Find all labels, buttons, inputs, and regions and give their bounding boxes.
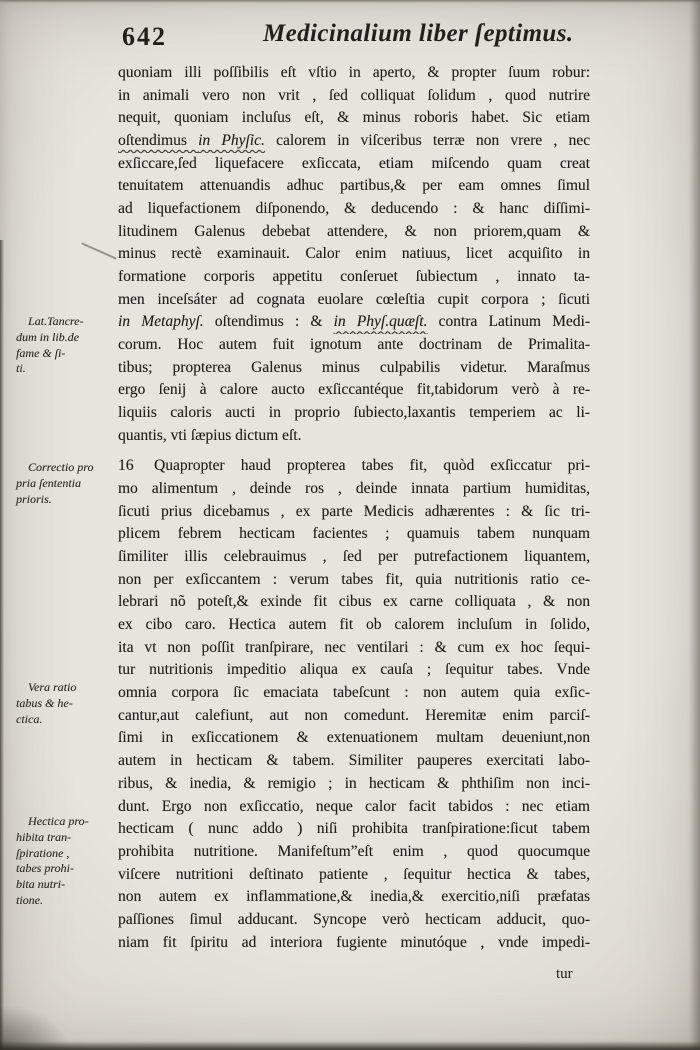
text-segment: corum. Hoc autem fuit ignotum ante doctrinam de Primalita- (118, 336, 590, 354)
text-line (118, 523, 590, 546)
text-segment: mo alimentum , deinde ros , deinde innata partium humiditas, (118, 480, 590, 498)
margin-note (16, 314, 116, 377)
text-line (118, 773, 590, 796)
margin-note-line: bita nutri- (16, 877, 66, 892)
margin-note-line: hibita tran- (16, 829, 72, 844)
text-segment: omnia corpora ſic emaciata tabeſcunt : non autem quia exſic- (118, 684, 590, 702)
text-line (118, 85, 590, 108)
text-line (118, 841, 590, 864)
margin-note-line: Correctio pro (28, 460, 94, 474)
text-line (118, 796, 590, 819)
text-line (118, 909, 590, 932)
margin-note-line: prioris. (16, 491, 52, 506)
text-segment: cantur,aut calefiunt, aut non comedunt. Heremitæ enim parciſ- (118, 706, 590, 724)
text-line (118, 334, 590, 357)
text-segment: plicem febrem hecticam facientes ; quamuis tabem nunquam (118, 525, 590, 543)
text-segment: ribus, & inedia, & remigio ; in hecticam & phthiſim non inci- (118, 774, 590, 792)
text-segment: ſimiliter illis celebrauimus , ſed per putrefactionem liquantem, (118, 548, 590, 566)
text-line (118, 501, 590, 524)
margin-note-line: tione. (16, 892, 43, 907)
text-segment: viſcere nutritioni deſtinato patiente , ſequitur hectica & tabes, (118, 865, 590, 883)
margin-note (16, 814, 116, 909)
text-segment: ex cibo caro. Hectica autem fit ob calorem incluſum in ſolido, (118, 616, 590, 634)
margin-note-line: ſpiratione , (16, 845, 70, 860)
text-segment: tibus; propterea Galenus minus culpabilis videtur. Maraſmus (118, 358, 590, 376)
margin-note-line: pria ſententia (16, 475, 81, 490)
text-line (118, 357, 590, 380)
text-segment: in Phyſ.quæſt. (333, 313, 428, 331)
text-line (118, 637, 590, 660)
text-segment: in Metaphyſ. (118, 313, 204, 331)
text-segment: niam fit ſpiritu ad interiora fugiente minutóque , vnde impedi- (118, 933, 590, 951)
margin-note-line: tabes prohi- (16, 861, 74, 876)
text-line (118, 455, 590, 478)
text-line (118, 198, 590, 221)
text-line (118, 591, 590, 614)
text-line (118, 659, 590, 682)
paragraph (118, 455, 590, 954)
page-number: 642 (122, 22, 167, 51)
text-segment: lebrari nõ poteſt,& exinde fit cibus ex carne colliquata , & non (118, 593, 590, 611)
margin-note-line: ctica. (16, 711, 43, 726)
text-line (118, 886, 590, 909)
body-text (118, 62, 590, 954)
text-line (118, 569, 590, 592)
scan-corner-shadow (0, 1004, 70, 1050)
text-segment: quoniam illi poſſibilis eſt vſtio in aperto, & propter ſuum robur: (118, 64, 590, 81)
text-segment: litudinem Galenus debebat attendere, & non priorem,quam & (118, 222, 590, 240)
running-title: Medicinalium liber ſeptimus. (263, 20, 574, 47)
text-line (118, 425, 590, 448)
margin-note-line: ti. (16, 361, 26, 376)
text-segment: liquiis caloris aucti in proprio ſubiecto,laxantis temperiem ac li- (118, 404, 590, 422)
text-segment: dunt. Ergo non exſiccatio, neque calor facit tabidos : nec etiam (118, 797, 590, 815)
scan-edge-top (0, 0, 700, 3)
text-segment: in Phyſic. (198, 132, 265, 150)
text-segment: Quapropter haud propterea tabes fit, quòd exſiccatur pri- (154, 457, 590, 475)
text-segment: paſſiones ſimul adducant. Syncope verò hecticam adducit, quo- (118, 910, 590, 928)
text-segment: quantis, vti ſæpius dictum eſt. (118, 426, 302, 444)
scan-edge-left (0, 240, 4, 1050)
text-line (118, 682, 590, 705)
scan-edge-right (689, 0, 700, 1050)
text-line (118, 266, 590, 289)
text-segment: exſiccare,ſed liquefacere exſiccata, etiam miſcendo quam creat (118, 154, 590, 172)
text-segment: nequit, quoniam incluſus eſt, & minus roboris habet. Sic etiam (118, 109, 590, 127)
margin-note-line: fame & ſi- (16, 345, 66, 360)
text-segment: formatione corporis appetitu conſeruet ſubiectum , innato ta- (118, 268, 590, 286)
text-line (118, 62, 590, 85)
text-line (118, 243, 590, 266)
catchword: tur (556, 966, 573, 982)
margin-note-line: tabus & he- (16, 695, 73, 710)
text-line (118, 750, 590, 773)
text-line (118, 402, 590, 425)
margin-note-line: Lat.Tancre- (28, 314, 84, 328)
paragraph (118, 62, 590, 447)
text-segment: ſimi in exſiccationem & extenuationem multam deueniunt,non (118, 729, 590, 747)
text-line (118, 727, 590, 750)
text-line (118, 221, 590, 244)
text-segment: oſtendimus : & (203, 313, 334, 331)
text-line (118, 932, 590, 955)
text-segment: prohibita nutritione. Manifeſtum”eſt enim , quod quocumque (118, 842, 590, 860)
text-line (118, 153, 590, 176)
text-line (118, 705, 590, 728)
text-line (118, 614, 590, 637)
margin-note-line: Hectica pro- (28, 814, 89, 828)
margin-note (16, 680, 116, 727)
margin-note (16, 460, 116, 507)
text-segment: calorem in viſceribus terræ non vrere , nec (264, 132, 590, 150)
text-segment: ita vt non poſſit tranſpirare, nec ventilari : & cum ex hoc ſequi- (118, 638, 590, 656)
text-line (118, 289, 590, 312)
text-line (118, 379, 590, 402)
text-segment: in animali vero non vrit , ſed colliquat ſolidum , quod nutrire (118, 86, 590, 104)
text-segment: hecticam ( nunc addo ) niſi prohibita tranſpiratione:ſicut tabem (118, 820, 590, 838)
text-segment: men inceſsáter ad cognata euolare cœleſtia cupit corpora ; ſicuti (118, 290, 590, 308)
text-segment: contra Latinum Medi- (427, 313, 590, 331)
text-segment: ergo ſenij à calore aucto exſiccantéque fit,tabidorum verò à re- (118, 381, 590, 399)
text-line (118, 130, 590, 153)
margin-note-line: Vera ratio (28, 680, 77, 694)
text-line (118, 818, 590, 841)
scan-edge-bottom (0, 1041, 700, 1050)
text-line (118, 546, 590, 569)
text-segment: ſicuti prius dicebamus , ex parte Medicis adhærentes : & ſic tri- (118, 502, 590, 520)
text-line (118, 864, 590, 887)
margin-notes (0, 0, 118, 1050)
text-segment: non per exſiccantem : verum tabes fit, quia nutritionis ratio ce- (118, 570, 590, 588)
text-segment: non autem ex inflammatione,& inedia,& exercitio,niſi præfatas (118, 888, 590, 906)
text-line (118, 175, 590, 198)
paragraph-number: 16 (118, 457, 134, 475)
margin-note-line: dum in lib.de (16, 329, 79, 344)
text-segment: autem in hecticam & tabem. Similiter pauperes exercitati labo- (118, 752, 590, 770)
text-segment: tur nutritionis impeditio aliqua ex cauſa ; ſequitur tabes. Vnde (118, 661, 590, 679)
text-segment: ad liquefactionem diſponendo, & deducendo : & hanc diſſimi- (118, 200, 590, 218)
text-line (118, 107, 590, 130)
text-segment: oſtendimus (118, 132, 199, 150)
text-segment: minus rectè examinauit. Calor enim natiuus, licet acquiſito in (118, 245, 590, 263)
text-line (118, 311, 590, 334)
text-segment: tenuitatem attenuandis adhuc partibus,& per eam omnes ſimul (118, 177, 590, 195)
text-line (118, 478, 590, 501)
